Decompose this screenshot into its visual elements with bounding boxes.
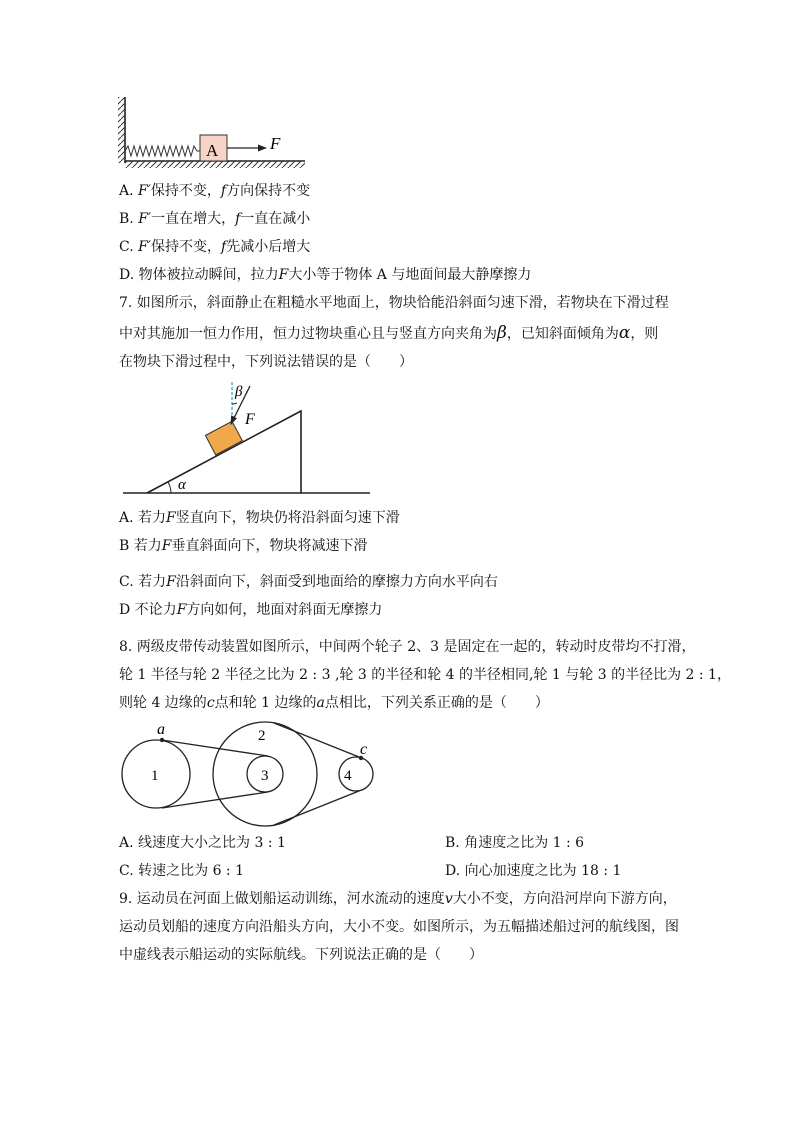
q8-stem-line1: 8. 两级皮带传动装置如图所示，中间两个轮子 2、3 是固定在一起的，转动时皮带均不打滑， [119, 639, 696, 655]
q9-stem-line1: 9. 运动员在河面上做划船运动训练，河水流动的速度v大小不变，方向沿河岸向下游方向， [119, 891, 677, 907]
q8-stem-line2: 轮 1 半径与轮 2 半径之比为 2 : 3 ,轮 3 的半径和轮 4 的半径相同,轮 1 与轮 3 的半径比为 2 : 1， [119, 667, 731, 683]
alpha-arc [168, 482, 171, 493]
beta-arc [232, 403, 237, 404]
force-arrowhead [258, 145, 267, 152]
q8-option-b: B. 角速度之比为 1 : 6 [445, 835, 585, 851]
alpha-label: α [178, 477, 186, 493]
q7-stem-line1: 7. 如图所示，斜面静止在粗糙水平地面上，物块恰能沿斜面匀速下滑，若物块在下滑过程 [119, 295, 669, 311]
block-label: A [206, 141, 219, 160]
belt-2-4-bottom [274, 791, 359, 825]
beta-label: β [235, 384, 243, 400]
q9-stem-line3: 中虚线表示船运动的实际航线。下列说法正确的是（ ） [119, 947, 483, 963]
q8-option-a: A. 线速度大小之比为 3 : 1 [119, 835, 286, 851]
point-a-dot [160, 738, 164, 742]
q6-option-a: A. F′保持不变，f方向保持不变 [119, 183, 311, 199]
incline [147, 411, 301, 493]
incline-figure [115, 378, 375, 500]
q7-stem-line3: 在物块下滑过程中，下列说法错误的是（ ） [119, 354, 413, 370]
q7-stem-line2: 中对其施加一恒力作用，恒力过物块重心且与竖直方向夹角为β，已知斜面倾角为α，则 [119, 323, 659, 343]
wheel-4-label: 4 [344, 768, 352, 784]
belt-drive-figure [115, 718, 385, 840]
q8-stem-line3: 则轮 4 边缘的c点和轮 1 边缘的a点相比，下列关系正确的是（ ） [119, 695, 549, 711]
force-label: F [270, 134, 281, 153]
wheel-2-label: 2 [258, 728, 266, 744]
point-c-label: c [360, 741, 368, 758]
q6-option-d: D. 物体被拉动瞬间，拉力F大小等于物体 A 与地面间最大静摩擦力 [119, 267, 532, 283]
spring-block-figure [115, 95, 315, 175]
q9-stem-line2: 运动员划船的速度方向沿船头方向，大小不变。如图所示，为五幅描述船过河的航线图，图 [119, 919, 679, 935]
point-a-label: a [157, 721, 165, 738]
wall [118, 97, 125, 163]
slope-block [205, 421, 242, 455]
q8-option-c: C. 转速之比为 6 : 1 [119, 863, 244, 879]
q7-option-b: B 若力F垂直斜面向下，物块将减速下滑 [119, 538, 368, 554]
wheel-3-label: 3 [261, 768, 269, 784]
q6-option-c: C. F′保持不变，f先减小后增大 [119, 239, 311, 255]
force-label: F [245, 411, 255, 428]
ground [125, 161, 305, 168]
q7-option-c: C. 若力F沿斜面向下，斜面受到地面给的摩擦力方向水平向右 [119, 574, 498, 590]
q8-option-d: D. 向心加速度之比为 18 : 1 [445, 863, 622, 879]
wheel-1-label: 1 [151, 768, 159, 784]
belt-2-4-top [274, 723, 359, 757]
spring [125, 146, 200, 156]
q6-option-b: B. F′一直在增大，f一直在减小 [119, 211, 311, 227]
q7-option-d: D 不论力F方向如何，地面对斜面无摩擦力 [119, 602, 383, 618]
q7-option-a: A. 若力F竖直向下，物块仍将沿斜面匀速下滑 [119, 510, 400, 526]
